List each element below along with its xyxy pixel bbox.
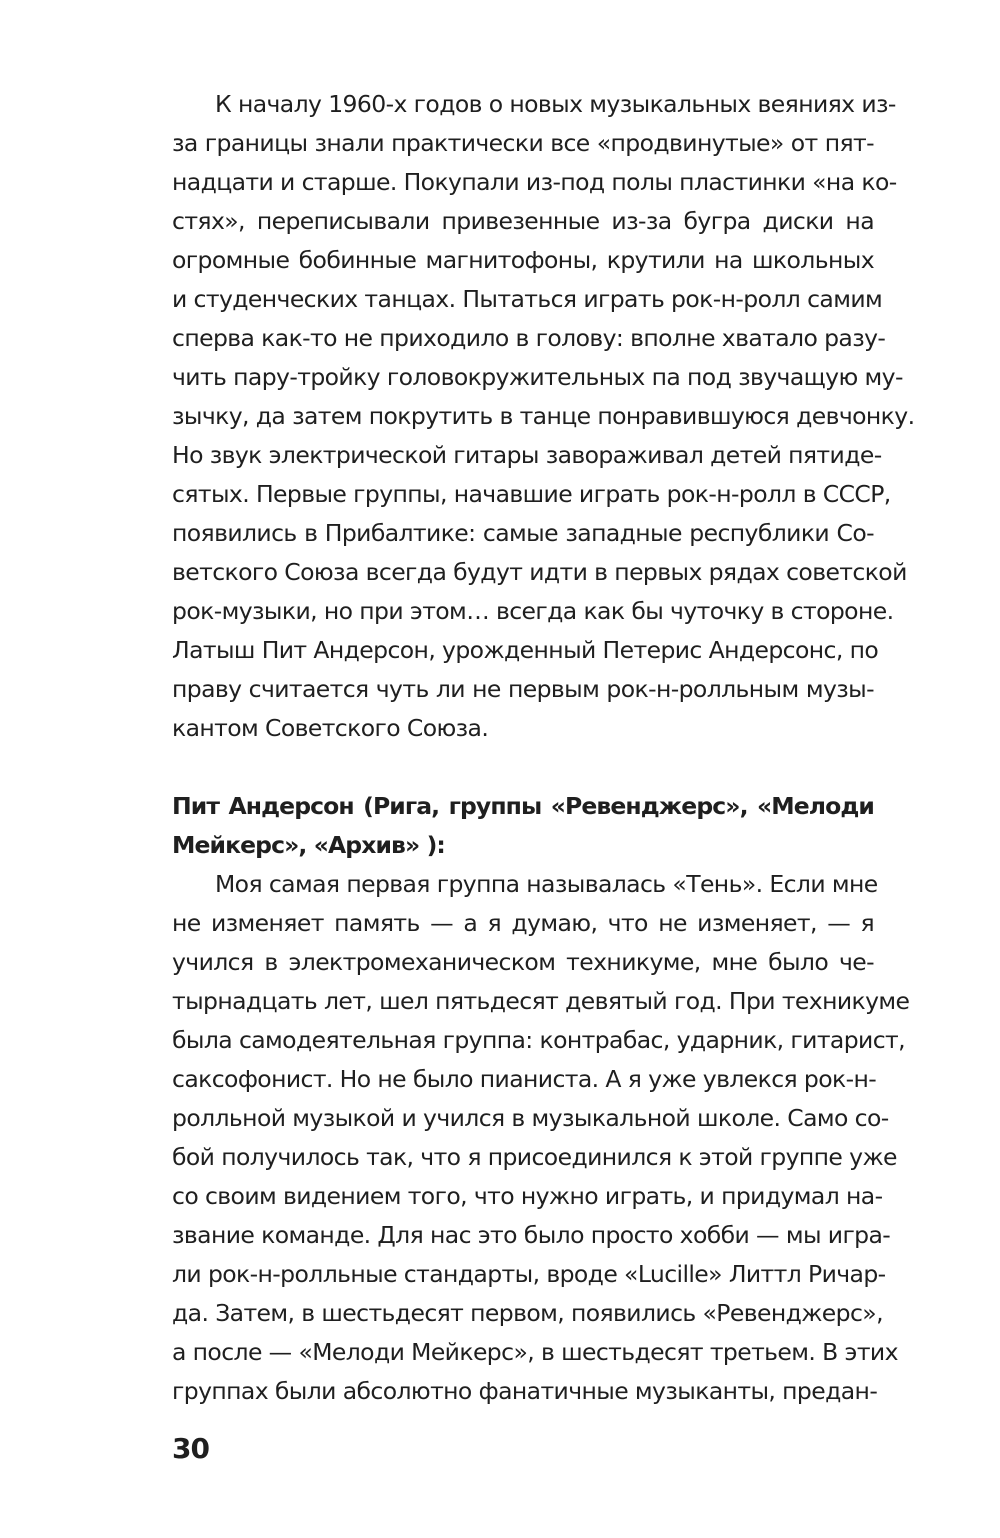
body-text-line: стях», переписывали привезенные из-за бугра диски на — [172, 207, 874, 235]
body-text-line: звание команде. Для нас это было просто хобби — мы игра- — [172, 1221, 891, 1249]
interview-heading-line: Пит Андерсон (Рига, группы «Ревенджерс», «Мелоди — [172, 792, 874, 820]
body-text-line: учился в электромеханическом техникуме, мне было че- — [172, 948, 874, 976]
body-text-line: Латыш Пит Андерсон, урожденный Петерис Андерсонс, по — [172, 636, 879, 664]
body-text-line: тырнадцать лет, шел пятьдесят девятый год. При техникуме — [172, 987, 910, 1015]
body-text-line: со своим видением того, что нужно играть, и придумал на- — [172, 1182, 883, 1210]
body-text-line: и студенческих танцах. Пытаться играть рок-н-ролл самим — [172, 285, 883, 313]
body-text-line: группах были абсолютно фанатичные музыканты, предан- — [172, 1377, 878, 1405]
body-text-line: появились в Прибалтике: самые западные республики Со- — [172, 519, 874, 547]
body-text-line: сперва как-то не приходило в голову: вполне хватало разу- — [172, 324, 886, 352]
body-text-line: сятых. Первые группы, начавшие играть рок-н-ролл в СССР, — [172, 480, 891, 508]
body-text-line: ли рок-н-ролльные стандарты, вроде «Lucille» Литтл Ричар- — [172, 1260, 886, 1288]
body-text-line: праву считается чуть ли не первым рок-н-ролльным музы- — [172, 675, 874, 703]
body-text-line: надцати и старше. Покупали из-под полы пластинки «на ко- — [172, 168, 897, 196]
interview-heading-line: Мейкерс», «Архив» ): — [172, 831, 445, 859]
body-text-line: саксофонист. Но не было пианиста. А я уже увлекся рок-н- — [172, 1065, 877, 1093]
body-text-line: К началу 1960-х годов о новых музыкальных веяниях из- — [215, 90, 896, 118]
page-number: 30 — [172, 1432, 209, 1465]
body-text-line: да. Затем, в шестьдесят первом, появились «Ревенджерс», — [172, 1299, 883, 1327]
body-text-line: Моя самая первая группа называлась «Тень». Если мне — [215, 870, 878, 898]
body-text-line: ветского Союза всегда будут идти в первых рядах советской — [172, 558, 907, 586]
body-text-line: ролльной музыкой и учился в музыкальной школе. Само со- — [172, 1104, 889, 1132]
body-text-line: бой получилось так, что я присоединился к этой группе уже — [172, 1143, 897, 1171]
body-text-line: а после — «Мелоди Мейкерс», в шестьдесят третьем. В этих — [172, 1338, 898, 1366]
body-text-line: за границы знали практически все «продвинутые» от пят- — [172, 129, 874, 157]
body-text-line: чить пару-тройку головокружительных па под звучащую му- — [172, 363, 903, 391]
body-text-line: рок-музыки, но при этом… всегда как бы чуточку в стороне. — [172, 597, 894, 625]
body-text-line: не изменяет память — а я думаю, что не изменяет, — я — [172, 909, 874, 937]
body-text-line: была самодеятельная группа: контрабас, ударник, гитарист, — [172, 1026, 906, 1054]
body-text-line: зычку, да затем покрутить в танце понравившуюся девчонку. — [172, 402, 915, 430]
body-text-line: огромные бобинные магнитофоны, крутили на школьных — [172, 246, 874, 274]
body-text-line: кантом Советского Союза. — [172, 714, 489, 742]
body-text-line: Но звук электрической гитары завораживал детей пятиде- — [172, 441, 882, 469]
